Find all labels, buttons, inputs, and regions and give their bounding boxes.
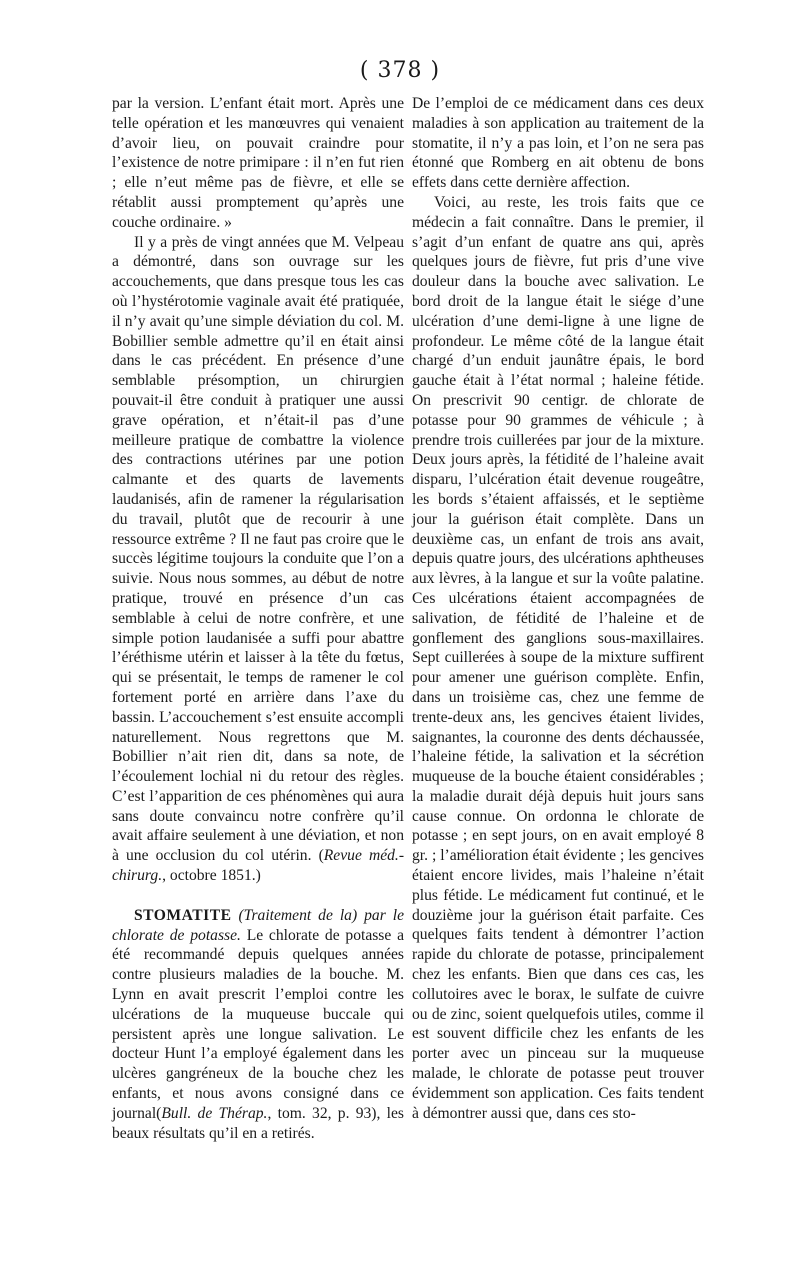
source-journal-title: Bull. de Thérap. xyxy=(161,1104,268,1122)
paragraph-version-outcome: par la version. L’enfant était mort. Après une telle opération et les manœuvres qui venaient d’avoir lieu, on pouvait craindre pour l’existence de notre primipare : il n’en fut rien ; elle n’eut même pas de fièvre, et elle se rétablit aussi promptement qu’après une couche ordinaire. » xyxy=(112,95,404,231)
page-number: ( 378 ) xyxy=(359,58,441,83)
source-reference: , tom. 32, p. 93), xyxy=(267,1104,381,1122)
paragraph-text: Il y a près de vingt années que M. Velpeau a démontré, dans son ouvrage sur les accouchements, que dans presque tous les cas où l’hystérotomie vaginale avait été pratiquée, il n’y avait qu’une simple déviation du col. M. Bobillier semble admettre qu’il en était ainsi dans le cas précédent. En présence d’une semblable présomption, un chirurgien pouvait-il être conduit à pratiquer une aussi grave opération, et n’était-il pas d’une meilleure pratique de combattre la violence des contractions utérines par une potion calmante et des quarts de lavements laudanisés, afin de ramener la régularisation du travail, plutôt que de recourir à une ressource extrême ? Il ne faut pas croire que le succès légitime toujours la conduite que l’on a suivie. Nous nous sommes, au début de notre pratique, trouvé en présence d’un cas semblable à celui de notre confrère, et une simple potion laudanisée a suffi pour abattre l’éréthisme utérin et laisser à la tête du fœtus, qui se présentait, le temps de ramener le col fortement porté en arrière dans l’axe du bassin. L’accouchement s’est ensuite accompli naturellement. Nous regrettons que M. Bobillier n’ait rien dit, dans sa note, de l’écoulement lochial ni du retour des règles. C’est l’apparition de ces phénomènes qui aura sans doute convaincu notre confrère qu’il avait affaire seulement à une déviation, et non à une occlusion du col utérin. xyxy=(112,233,404,865)
paragraph-text-end: les beaux résultats qu’il en a retirés. xyxy=(112,1104,404,1142)
paragraph-stomatite-heading xyxy=(112,906,404,1144)
source-journal-title: Revue méd.-chirurg. xyxy=(112,847,405,885)
source-date: , octobre 1851.) xyxy=(162,867,261,885)
paragraph-velpeau-commentary xyxy=(112,233,404,886)
paragraph-medication-use: De l’emploi de ce médicament dans ces deux maladies à son application au traitement de la stomatite, il n’y a pas loin, et l’on ne sera pas étonné que Romberg en ait obtenu de bons effets dans cette dernière affection. xyxy=(412,95,704,192)
paragraph-text: Le chlorate de potasse a été recommandé depuis quelques années contre plusieurs maladies de la bouche. M. Lynn en avait prescrit l’emploi contre les ulcérations de la muqueuse buccale qui persistent après une longue salivation. Le docteur Hunt l’a employé également dans les ulcères gangréneux de la bouche chez les enfants, et nous avons consigné dans ce journal xyxy=(112,926,404,1122)
source-open: ( xyxy=(311,847,324,865)
entry-subtitle: (Traitement de la) par le chlorate de potasse. xyxy=(112,906,404,944)
right-column xyxy=(412,94,704,1123)
paragraph-romberg-cases: Voici, au reste, les trois faits que ce médecin a fait connaître. Dans le premier, il s’agit d’un enfant de quatre ans qui, après quelques jours de fièvre, fut pris d’une vive douleur dans la bouche avec salivation. Le bord droit de la langue était le siége d’une ulcération d’une demi-ligne à une ligne de profondeur. Le même côté de la langue était chargé d’un enduit jaunâtre épais, le bord gauche était à l’état normal ; haleine fétide. On prescrivit 90 centigr. de chlorate de potasse pour 90 grammes de véhicule ; à prendre trois cuillerées par jour de la mixture. Deux jours après, la fétidité de l’haleine avait disparu, l’ulcération était devenue rougeâtre, les bords s’étaient affaissés, et le septième jour la guérison était complète. Dans un deuxième cas, un enfant de trois ans avait, depuis quatre jours, des ulcérations aphtheuses aux lèvres, à la langue et sur la voûte palatine. Ces ulcérations étaient accompagnées de salivation, de fétidité de l’haleine et de gonflement des ganglions sous-maxillaires. Sept cuillerées à soupe de la mixture suffirent pour amener une guérison complète. Enfin, dans un troisième cas, chez une femme de trente-deux ans, les gencives étaient livides, saignantes, la couronne des dents déchaussée, l’haleine fétide, la salivation et la sécrétion muqueuse de la bouche étaient considérables ; la maladie durait déjà depuis huit jours sans cause connue. On ordonna le chlorate de potasse ; en sept jours, on en avait employé 8 gr. ; l’amélioration était évidente ; les gencives étaient encore livides, mais l’haleine n’était plus fétide. Le médicament fut continué, et le douzième jour la guérison était parfaite. Ces quelques faits tendent à démontrer l’action rapide du chlorate de potasse, principalement chez les enfants. Bien que dans ces cas, les collutoires avec le borax, le sulfate de cuivre ou de zinc, soient quelquefois utiles, comme il est souvent difficile chez les enfants de les porter avec un pinceau sur la muqueuse malade, le chlorate de potasse peut trouver évidemment son application. Ces faits tendent à démontrer aussi que, dans ces sto- xyxy=(412,193,704,1122)
entry-title: STOMATITE xyxy=(134,906,232,924)
source-open: ( xyxy=(156,1104,162,1122)
left-column xyxy=(112,94,404,1143)
